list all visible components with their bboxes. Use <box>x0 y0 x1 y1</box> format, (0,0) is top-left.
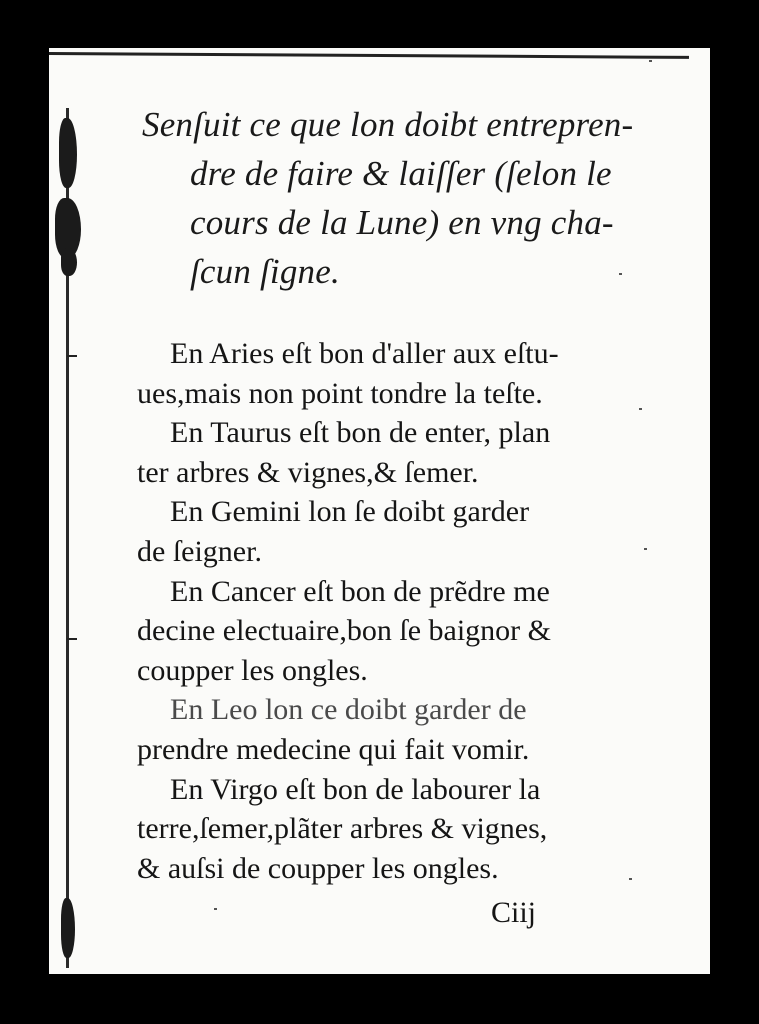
heading-line: ſcun ſigne. <box>190 252 340 291</box>
text-line: de ſeigner. <box>137 534 262 568</box>
binding-tick <box>67 355 77 357</box>
text-line: & auſsi de coupper les ongles. <box>137 851 499 885</box>
heading-line: dre de faire & laiſſer (ſelon le <box>190 154 612 193</box>
chapter-heading <box>142 100 702 296</box>
heading-line: Senſuit ce que lon doibt entrepren- <box>142 105 634 144</box>
heading-line: cours de la Lune) en vng cha- <box>190 203 614 242</box>
speck <box>214 908 217 910</box>
ink-blot <box>61 248 77 276</box>
top-rule <box>49 52 689 59</box>
ink-blot <box>59 118 77 188</box>
signature-mark: Ciij <box>491 896 537 929</box>
text-line: decine electuaire,bon ſe baignor & <box>137 614 551 648</box>
text-line: coupper les ongles. <box>137 653 368 687</box>
book-page <box>49 48 710 974</box>
ink-blot <box>61 898 75 958</box>
text-line: En Taurus eſt bon de enter, plan <box>170 416 551 450</box>
text-line: En Gemini lon ſe doibt garder <box>170 495 530 529</box>
text-line: En Cancer eſt bon de prẽdre me <box>170 574 550 608</box>
binding-tick <box>67 638 77 640</box>
text-line: En Virgo eſt bon de labourer la <box>170 772 541 806</box>
speck <box>649 60 652 62</box>
text-line: En Aries eſt bon d'aller aux eſtu- <box>170 337 559 370</box>
text-line: terre,ſemer,plãter arbres & vignes, <box>137 812 548 846</box>
text-line: prendre medecine qui fait vomir. <box>137 732 530 766</box>
text-line: ues,mais non point tondre la teſte. <box>137 376 543 410</box>
body-text <box>137 334 707 888</box>
text-line: ter arbres & vignes,& ſemer. <box>137 455 479 489</box>
text-line: En Leo lon ce doibt garder de <box>170 693 527 727</box>
